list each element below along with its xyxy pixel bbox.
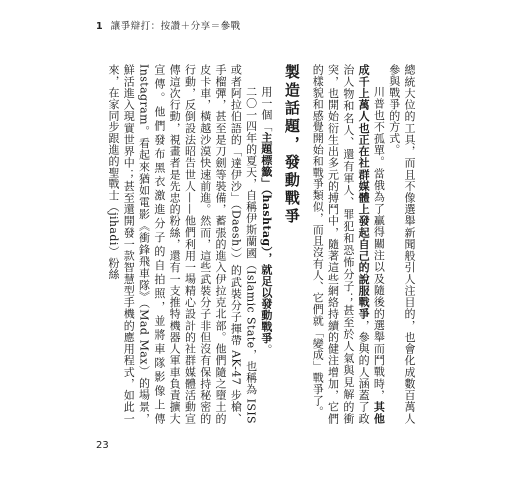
paragraph-3-end: 。 <box>259 343 273 356</box>
paragraph-2-rest: ，參與的人涵蓋了政治人物和名人、還有軍人、罪犯和恐怖分子；甚至於人氣與見解的衝突，也開始衍生出多元的搏鬥中，隨著這些網絡持續的健注增加，它們的樣貌和感覺開始和戰爭類似，而且沒有人、它們就「變成」戰爭了。 <box>311 64 371 424</box>
chapter-number: 1 <box>96 21 104 32</box>
section-heading: 製造話題，發動戰爭 <box>282 64 301 226</box>
paragraph-3-emphasis: 主題標籤」（hashtag），就足以發動戰爭 <box>259 131 273 344</box>
paragraph-2 <box>310 64 386 424</box>
paragraph-2-lead: 川普也不孤單。當俄為了贏得關注以及隨後的選舉而鬥戰時， <box>372 86 386 401</box>
paragraph-4: 二〇一四年的夏天，自稱伊斯蘭國（Islamic State，也稱為 ISIS 或者阿拉伯語的「達伊沙」（Daesh））的武裝分子揮帶 AK-47 步槍、手榴彈，甚至是刀劍等裝備，蓄張的進入伊拉克北部。他們隨之墮土的皮卡車，橫越沙漠快速前進。然而，這些武裝分子非但沒有保持秘密的行動，反倒設法昭告世人——他們利用一場精心設計的社群媒體活動宣傳這次行動，視畫者是先忠的粉絲，還有一支推特機器人軍車負責擴大宣傳。他們發布黑衣激進分子的自拍照，並將車隊影像上傳 Instagram。看起來猶如電影《衝鋒飛車隊》（Mad Max）的場景，鮮活進入現實世界中；甚至還開發一款智慧型手機的應用程式，如此一來，在家同步跟進的聖戰士（jihadi）粉絲 <box>106 64 258 424</box>
body-text <box>95 64 417 424</box>
paragraph-3-lead: 用一個「 <box>259 86 273 132</box>
chapter-title: 讓爭辯打：按讚＋分享＝參戰 <box>110 21 241 32</box>
running-header <box>96 18 241 32</box>
paragraph-2-emphasis: 其他成千上萬人也正在社群媒體上發起自己的說服戰爭 <box>357 64 386 424</box>
page-number: 23 <box>96 440 109 451</box>
paragraph-3 <box>259 64 274 424</box>
paragraph-1: 總統大位的工具，而且不像選舉新聞般引人注目的，也會化成數百萬人參與戰爭的方式。 <box>387 64 416 424</box>
